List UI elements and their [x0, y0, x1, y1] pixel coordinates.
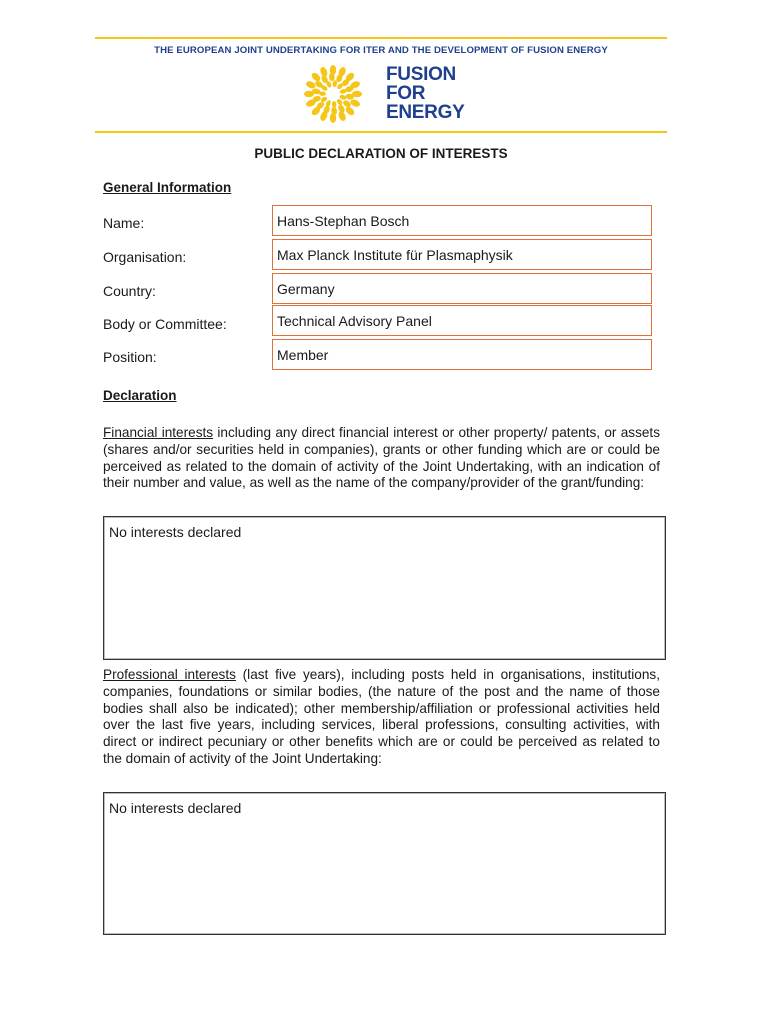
organisation-field[interactable]: Max Planck Institute für Plasmaphysik: [272, 239, 652, 270]
emblem-petal: [349, 98, 361, 108]
name-field[interactable]: Hans-Stephan Bosch: [272, 205, 652, 236]
name-label: Name:: [103, 215, 145, 231]
country-field[interactable]: Germany: [272, 273, 652, 304]
financial-interests-paragraph: [103, 425, 660, 492]
professional-interests-text: (last five years), including posts held in organisations, institutions, companies, foundations or similar bodies, (the nature of the post and the name of those bodies shall also be indicated); other membership/affiliation or professional activities held over the last five years, including services, liberal professions, consulting activities, with direct or indirect pecuniary or other benefits which are or could be perceived as related to the domain of activity of the Joint Undertaking:: [103, 667, 660, 766]
logo-line-energy: ENERGY: [386, 102, 465, 123]
general-information-heading: General Information: [103, 180, 232, 195]
emblem-petal: [344, 105, 356, 117]
logo-wordmark: [386, 65, 464, 122]
document-title: PUBLIC DECLARATION OF INTERESTS: [254, 146, 508, 161]
sunflower-emblem-icon: [302, 63, 364, 125]
professional-interests-answer: No interests declared: [109, 800, 242, 816]
body-or-committee-field[interactable]: Technical Advisory Panel: [272, 305, 652, 336]
fusion-for-energy-logo: [302, 63, 465, 125]
header-bottom-rule: [95, 131, 667, 133]
organization-header: THE EUROPEAN JOINT UNDERTAKING FOR ITER AND THE DEVELOPMENT OF FUSION ENERGY: [154, 45, 608, 56]
professional-interests-paragraph: [103, 667, 660, 768]
professional-interests-term: Professional interests: [103, 667, 236, 682]
professional-interests-answer-box[interactable]: [103, 792, 666, 935]
financial-interests-answer-box[interactable]: [103, 516, 666, 660]
emblem-petal: [332, 101, 337, 108]
position-label: Position:: [103, 349, 157, 365]
organisation-label: Organisation:: [103, 249, 187, 265]
header-top-rule: [95, 37, 667, 39]
declaration-heading: Declaration: [103, 388, 177, 403]
position-field[interactable]: Member: [272, 339, 652, 370]
emblem-petal: [339, 94, 347, 100]
financial-interests-term: Financial interests: [103, 425, 214, 440]
financial-interests-text: including any direct financial interest or other property/ patents, or assets (shares and/or securities held in companies), grants or other funding which are or could be perceived as related to the domain of activity of the Joint Undertaking, with an indication of their number and value, as well as the name of the company/provider of the grant/funding:: [103, 425, 660, 491]
financial-interests-answer: No interests declared: [109, 524, 242, 540]
logo-line-fusion: FUSION: [386, 64, 456, 85]
logo-line-for: FOR: [386, 83, 426, 104]
emblem-petal: [310, 71, 322, 83]
body-or-committee-label: Body or Committee:: [103, 316, 227, 332]
emblem-petal: [305, 80, 317, 90]
country-label: Country:: [103, 283, 156, 299]
